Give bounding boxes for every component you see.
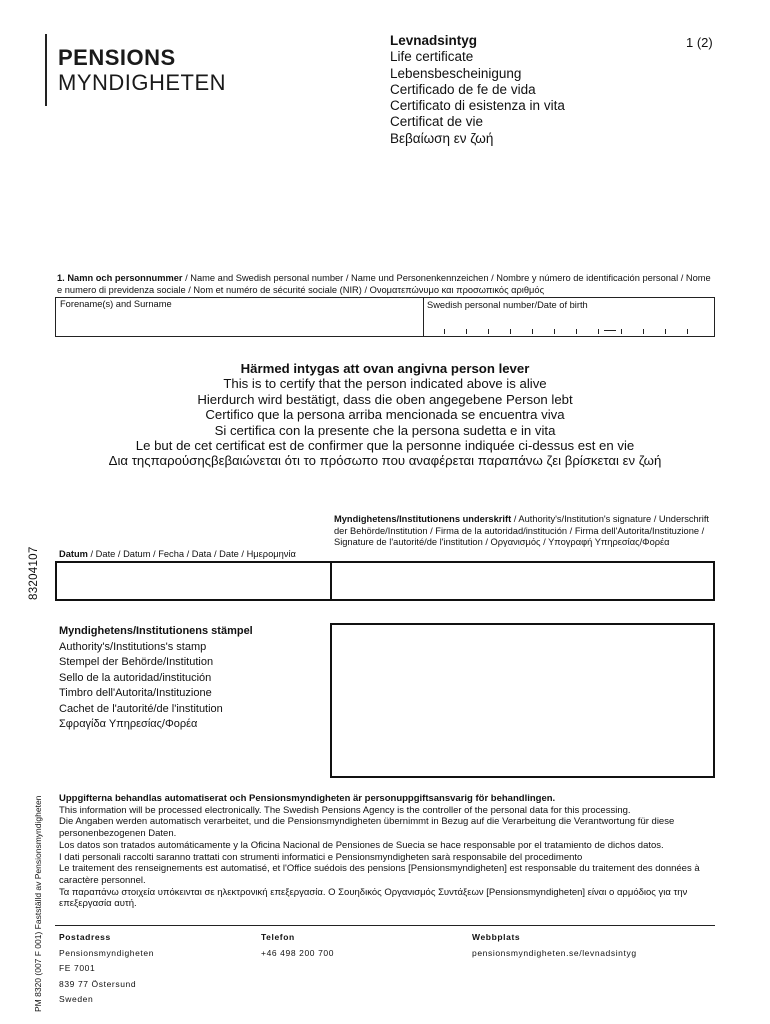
logo-divider xyxy=(45,34,47,106)
document-titles xyxy=(390,33,565,147)
web-heading: Webbplats xyxy=(472,932,521,942)
form-number: 83204107 xyxy=(28,546,40,600)
signature-heading-translations: / Authority's/Institution's signature / Underschrift der Behörde/Institution / Firma de la autoridad/institución / Firma dell'Autorita/Instituzione / Signature de l'autorité/de l'institution / Οργανισμός / Υπογραφή Υπηρεσίας/Φορέα xyxy=(334,514,710,548)
logo-line-2: MYNDIGHETEN xyxy=(58,70,227,95)
footer-phone xyxy=(261,930,334,961)
privacy-swedish: Uppgifterna behandlas automatiserat och Pensionsmyndigheten är personuppgiftsansvarig för behandlingen. xyxy=(59,793,556,804)
stamp-labels xyxy=(59,624,253,733)
postal-line: FE 7001 xyxy=(59,963,96,973)
name-and-pnr-box xyxy=(55,297,715,337)
certification-english: This is to certify that the person indicated above is alive xyxy=(223,376,547,392)
certification-greek: Δια τηςπαρούσηςβεβαιώνεται ότι το πρόσωπο που αναφέρεται παραπάνω ζει βρίσκεται εν ζωή xyxy=(108,453,662,469)
pnr-dash xyxy=(604,330,616,331)
stamp-box[interactable] xyxy=(330,623,715,778)
title-swedish: Levnadsintyg xyxy=(390,33,478,48)
privacy-german: Die Angaben werden automatisch verarbeitet, und die Pensionsmyndigheten übernimmt in Bezug auf die Verarbeitung die Verantwortung für diese personenbezogenen Daten. xyxy=(59,816,675,840)
footer-divider xyxy=(55,925,715,926)
stamp-german: Stempel der Behörde/Institution xyxy=(59,656,214,668)
pnr-field[interactable] xyxy=(424,310,714,336)
footer-postal xyxy=(59,930,154,1008)
signature-heading-bold: Myndighetens/Institutionens underskrift xyxy=(334,514,512,524)
privacy-italian: I dati personali raccolti saranno trattati con strumenti informatici e Pensionsmyndigheten sarà responsabile del procedimento xyxy=(59,851,583,863)
pnr-tick xyxy=(687,329,688,334)
section1-heading-bold: 1. Namn och personnummer xyxy=(57,273,183,283)
stamp-italian: Timbro dell'Autorita/Instituzione xyxy=(59,687,212,699)
pnr-tick xyxy=(488,329,489,334)
certification-statement xyxy=(60,361,710,469)
privacy-greek: Τα παραπάνω στοιχεία υπόκεινται σε ηλεκτρονική επεξεργασία. Ο Σουηδικός Οργανισμός Συντάξεων [Pensionsmyndigheten] είναι ο αρμόδιος για την επεξεργασία αυτή. xyxy=(59,886,688,910)
pnr-tick xyxy=(643,329,644,334)
pnr-tick xyxy=(665,329,666,334)
certification-spanish: Certifico que la persona arriba mencionada se encuentra viva xyxy=(205,407,565,423)
title-spanish: Certificado de fe de vida xyxy=(390,81,536,97)
form-id: PM 8320 (007 F 001) Fastställd av Pensionsmyndigheten xyxy=(33,795,43,1012)
postal-line: 839 77 Östersund xyxy=(59,978,137,989)
title-english: Life certificate xyxy=(390,49,474,65)
pnr-tick xyxy=(621,329,622,334)
stamp-swedish: Myndighetens/Institutionens stämpel xyxy=(59,625,253,637)
privacy-french: Le traitement des renseignements est automatisé, et l'Office suédois des pensions [Pensionsmyndigheten] est responsable du traitement des données à caractère personnel. xyxy=(59,863,700,886)
page-number: 1 (2) xyxy=(686,35,713,50)
title-greek: Βεβαίωση εν ζωή xyxy=(390,130,494,146)
title-french: Certificat de vie xyxy=(390,114,484,130)
web-address[interactable]: pensionsmyndigheten.se/levnadsintyg xyxy=(472,947,637,958)
phone-number: +46 498 200 700 xyxy=(261,947,335,958)
postal-line: Sweden xyxy=(59,994,94,1004)
privacy-notice xyxy=(59,793,719,910)
date-heading-bold: Datum xyxy=(59,549,88,559)
date-heading xyxy=(59,549,296,559)
stamp-french: Cachet de l'autorité/de l'institution xyxy=(59,702,223,715)
signature-heading xyxy=(334,514,714,549)
certification-german: Hierdurch wird bestätigt, dass die oben angegebene Person lebt xyxy=(197,391,573,407)
pnr-tick xyxy=(532,329,533,334)
date-field[interactable] xyxy=(57,563,329,599)
pnr-tick xyxy=(510,329,511,334)
date-signature-box xyxy=(55,561,715,601)
signature-field[interactable] xyxy=(333,563,713,599)
pnr-field-label: Swedish personal number/Date of birth xyxy=(427,300,588,310)
section1-heading-translations: / Name and Swedish personal number / Name und Personenkennzeichen / Nombre y número de identificación personal / Nome e numero di previdenza sociale / Nom et numéro de sécurité sociale (NIR) / Ονοματεπώνυμο και προσωπικός αριθμός xyxy=(57,273,711,295)
pnr-tick xyxy=(466,329,467,334)
name-field-label: Forename(s) and Surname xyxy=(60,299,172,309)
certification-swedish: Härmed intygas att ovan angivna person lever xyxy=(240,361,530,376)
stamp-english: Authority's/Institutions's stamp xyxy=(59,640,207,653)
stamp-greek: Σφραγίδα Υπηρεσίας/Φορέα xyxy=(59,718,198,730)
section1-heading xyxy=(57,273,717,296)
privacy-spanish: Los datos son tratados automáticamente y la Oficina Nacional de Pensiones de Suecia se hace responsable por el tratamiento de dichos datos. xyxy=(59,839,664,851)
pnr-tick xyxy=(444,329,445,334)
postal-heading: Postadress xyxy=(59,932,111,942)
name-field[interactable] xyxy=(56,310,422,336)
title-german: Lebensbescheinigung xyxy=(390,65,522,81)
pnr-tick xyxy=(554,329,555,334)
postal-line: Pensionsmyndigheten xyxy=(59,947,155,958)
certification-italian: Si certifica con la presente che la persona sudetta e in vita xyxy=(214,422,556,438)
stamp-spanish: Sello de la autoridad/institución xyxy=(59,671,212,684)
date-signature-divider xyxy=(330,563,332,599)
pnr-tick xyxy=(598,329,599,334)
certification-french: Le but de cet certificat est de confirmer que la personne indiquée ci-dessus est en vie xyxy=(135,438,635,454)
date-heading-translations: / Date / Datum / Fecha / Data / Date / Ημερομηνία xyxy=(87,549,296,559)
logo-line-1: PENSIONS xyxy=(58,45,176,70)
title-italian: Certificato di esistenza in vita xyxy=(390,98,565,114)
privacy-english: This information will be processed electronically. The Swedish Pensions Agency is the controller of the personal data for this processing. xyxy=(59,804,631,816)
phone-heading: Telefon xyxy=(261,932,295,942)
footer-web xyxy=(472,930,637,961)
pnr-tick xyxy=(576,329,577,334)
